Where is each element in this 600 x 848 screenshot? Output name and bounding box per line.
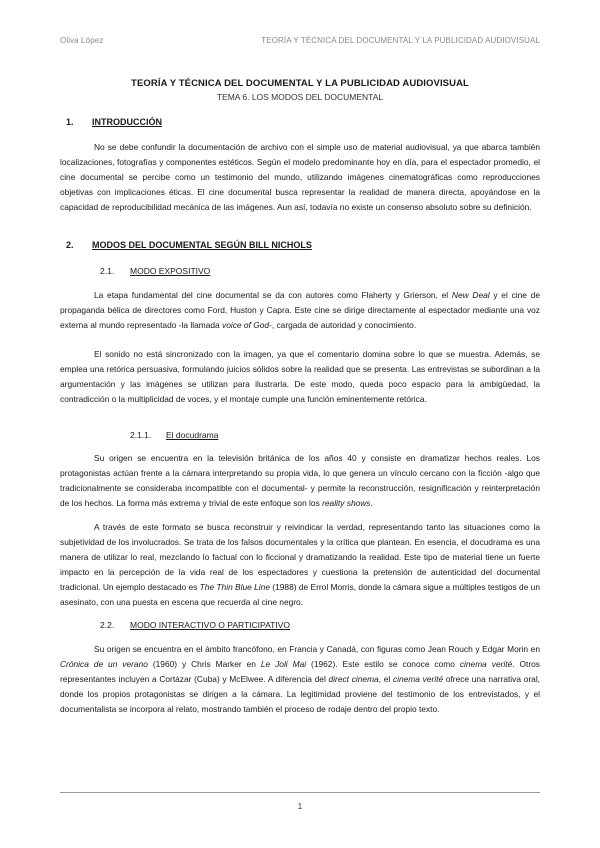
header-course: TEORÍA Y TÉCNICA DEL DOCUMENTAL Y LA PUBLICIDAD AUDIOVISUAL [261, 36, 540, 45]
page-number: 1 [297, 802, 303, 811]
document-title: TEORÍA Y TÉCNICA DEL DOCUMENTAL Y LA PUBLICIDAD AUDIOVISUAL [131, 78, 469, 89]
footer-divider [60, 792, 540, 793]
subsubsection-title: El docudrama [166, 430, 219, 440]
subsection-heading-expositivo [100, 266, 210, 276]
subsection-number: 2.2. [100, 620, 115, 630]
header-author: Oliva López [60, 36, 104, 45]
document-subtitle: TEMA 6. LOS MODOS DEL DOCUMENTAL [216, 92, 384, 102]
subsection-title: MODO EXPOSITIVO [130, 266, 211, 276]
subsubsection-number: 2.1.1. [130, 430, 152, 440]
page-header [60, 36, 540, 45]
section-heading-introduccion [66, 117, 162, 127]
paragraph-docudrama-1: Su origen se encuentra en la televisión británica de los años 40 y consiste en dramatizar hechos reales. Los protagonistas actúan frente a la cámara interpretando su propia vida, lo que genera un vínculo cercano con la ficción -algo que tradicionalmente se consideraba incompatible con el documental- y permite la reconstrucción, resignificación y reinterpretación de los hechos. La forma más extrema y trivial de este enfoque son los reality shows. [60, 453, 540, 508]
subsubsection-heading-docudrama [130, 430, 218, 440]
section-number: 2. [66, 240, 74, 250]
paragraph-expositivo-1: La etapa fundamental del cine documental se da con autores como Flaherty y Grierson, el New Deal y el cine de propaganda bélica de directores como Ford, Huston y Capra. Este cine se dirige directamente al espectador mediante una voz externa al mundo representado -la llamada voice of God-, cargada de autoridad y conocimiento. [60, 290, 540, 330]
subsection-number: 2.1. [100, 266, 115, 276]
paragraph-intro: No se debe confundir la documentación de archivo con el simple uso de material audiovisual, ya que abarca también localizaciones, fotografías y componentes estéticos. Según el modelo predominante hoy en día, para el espectador promedio, el cine documental se percibe como un testimonio del mundo, utilizando imágenes cinematográficas como reproducciones objetivas con implicaciones éticas. El cine documental busca representar la realidad de manera directa, apoyándose en la capacidad de reproducibilidad mecánica de las imágenes. Aun así, todavía no existe un consenso absoluto sobre su definición. [60, 142, 540, 212]
subsection-title: MODO INTERACTIVO O PARTICIPATIVO [130, 620, 290, 630]
paragraph-docudrama-2: A través de este formato se busca reconstruir y reivindicar la verdad, representando tanto las situaciones como la subjetividad de los involucrados. Se trata de los falsos documentales y la crítica que plantean. En esencia, el docudrama es una manera de utilizar lo real, mezclando lo factual con lo ficcional y dramatizando la realidad. Este tipo de material tiene un fuerte impacto en la percepción de la vida real de los espectadores y cuestiona la pretensión de autenticidad del documental tradicional. Un ejemplo destacado es The Thin Blue Line (1988) de Errol Morris, donde la cámara sigue a múltiples testigos de un asesinato, con una puesta en escena que recuerda al cine negro. [60, 522, 540, 607]
paragraph-expositivo-2: El sonido no está sincronizado con la imagen, ya que el comentario domina sobre lo que se muestra. Además, se emplea una retórica persuasiva, formulando juicios sólidos sobre la realidad que se presenta. Las entrevistas se subordinan a la argumentación y las imágenes se utilizan para ilustrarla. De este modo, queda poco espacio para la ambigüedad, la contradicción o la multiplicidad de voces, y el montaje cumple una función eminentemente retórica. [60, 349, 540, 404]
paragraph-interactivo: Su origen se encuentra en el ámbito francófono, en Francia y Canadá, con figuras como Jean Rouch y Edgar Morin en Crónica de un verano (1960) y Chris Marker en Le Joli Mai (1962). Este estilo se conoce como cinema verité. Otros representantes incluyen a Cortázar (Cuba) y McElwee. A diferencia del direct cinema, el cinema verité ofrece una narrativa oral, donde los propios protagonistas se dirigen a la cámara. La legitimidad proviene del testimonio de los entrevistados, y el documentalista se incorpora al relato, mostrando también el proceso de rodaje dentro del propio texto. [60, 644, 541, 714]
subsection-heading-interactivo [100, 620, 290, 630]
section-title: MODOS DEL DOCUMENTAL SEGÚN BILL NICHOLS [92, 240, 312, 250]
section-heading-modos [66, 240, 312, 250]
section-number: 1. [66, 117, 74, 127]
section-title: INTRODUCCIÓN [92, 117, 162, 127]
